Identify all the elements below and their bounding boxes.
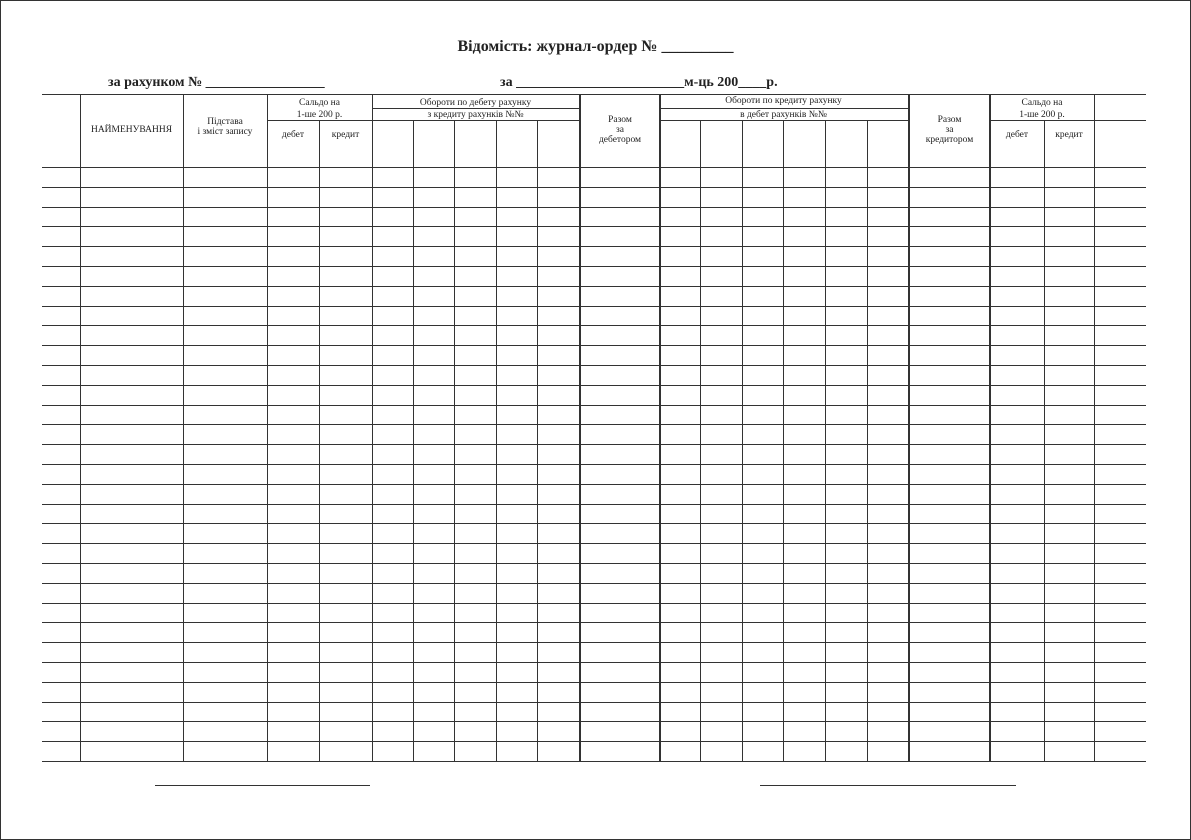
closing-balance-debit-header: дебет — [1005, 130, 1029, 140]
table-row — [42, 662, 1146, 663]
credit-turnover-subtitle: в дебет рахунків №№ — [740, 110, 827, 120]
table-row — [42, 622, 1146, 623]
table-row — [42, 286, 1146, 287]
signature-line-right — [760, 785, 1016, 786]
total-debtor-header-line3: дебетором — [598, 135, 642, 145]
page-title: Відомість: журнал-ордер № _________ — [457, 38, 734, 55]
table-row — [42, 266, 1146, 267]
signature-line-left — [155, 785, 370, 786]
table-row — [42, 444, 1146, 445]
table-row — [42, 385, 1146, 386]
total-debtor-header-line2: за — [616, 125, 624, 135]
debit-turnover-title: Обороти по дебету рахунку — [419, 98, 532, 108]
debit-turnover-subtitle: з кредиту рахунків №№ — [427, 110, 524, 120]
table-row — [42, 642, 1146, 643]
total-creditor-header-line2: за — [945, 125, 954, 135]
total-creditor-header-line1: Разом — [937, 115, 962, 125]
table-row — [42, 721, 1146, 722]
table-row — [42, 563, 1146, 564]
table-row — [42, 325, 1146, 326]
opening-balance-title: Сальдо на — [299, 98, 340, 108]
table-row — [42, 702, 1146, 703]
total-creditor-header-line3: кредитором — [925, 135, 974, 145]
table-row — [42, 187, 1146, 188]
table-row — [42, 345, 1146, 346]
opening-balance-date: 1-ше 200 р. — [296, 110, 343, 120]
closing-balance-title: Сальдо на — [1021, 98, 1063, 108]
period-field: за ________________________м-ць 200____р. — [500, 75, 778, 90]
opening-balance-debit-header: дебет — [281, 130, 305, 140]
table-row — [42, 405, 1146, 406]
table-row — [42, 741, 1146, 742]
name-column-header: НАЙМЕНУВАННЯ — [90, 125, 173, 135]
table-row — [42, 583, 1146, 584]
table-row — [42, 226, 1146, 227]
table-row — [42, 365, 1146, 366]
opening-balance-credit-header: кредит — [331, 130, 360, 140]
table-row — [42, 543, 1146, 544]
table-row — [42, 484, 1146, 485]
table-row — [42, 207, 1146, 208]
table-row — [42, 603, 1146, 604]
basis-column-header-line1: Підстава — [207, 117, 243, 127]
total-debtor-header-line1: Разом — [608, 115, 632, 125]
basis-column-header-line2: і зміст запису — [197, 127, 253, 137]
closing-balance-credit-header: кредит — [1055, 130, 1083, 140]
table-row — [42, 246, 1146, 247]
table-row — [42, 464, 1146, 465]
credit-turnover-title: Обороти по кредиту рахунку — [725, 96, 842, 106]
table-row — [42, 504, 1146, 505]
closing-balance-date: 1-ше 200 р. — [1019, 110, 1065, 120]
account-number-field: за рахунком № _________________ — [108, 75, 325, 90]
table-row — [42, 424, 1146, 425]
table-row — [42, 306, 1146, 307]
table-row — [42, 523, 1146, 524]
table-row — [42, 682, 1146, 683]
table-row — [42, 761, 1146, 762]
